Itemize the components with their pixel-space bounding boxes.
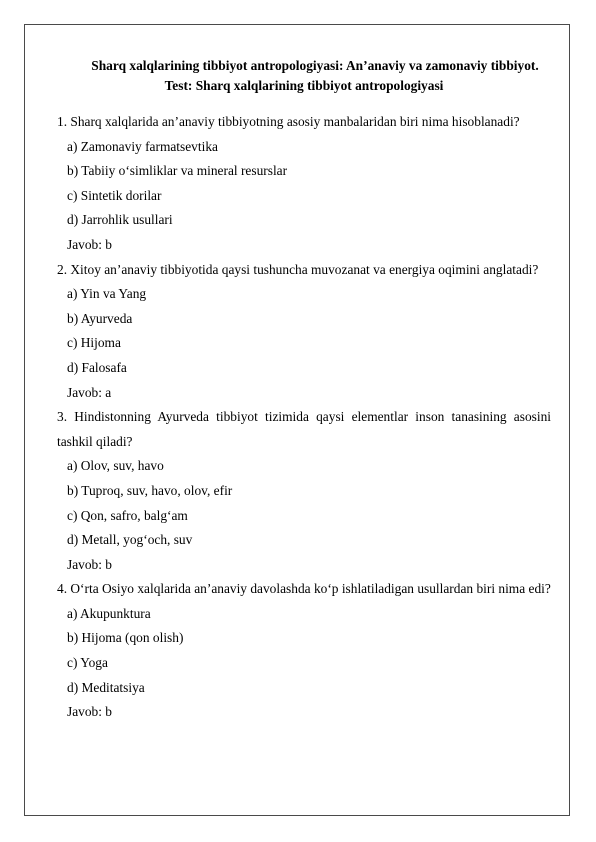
question-block-3 <box>57 405 551 577</box>
option-item: d) Falosafa <box>67 359 127 375</box>
option-item: c) Qon, safro, balg‘am <box>67 507 188 523</box>
answer-key: Javob: b <box>67 236 113 252</box>
option-item: a) Akupunktura <box>67 605 151 621</box>
options-list <box>57 602 551 700</box>
option-item: c) Sintetik dorilar <box>67 187 162 203</box>
options-list <box>57 454 551 552</box>
option-item: a) Yin va Yang <box>67 286 147 302</box>
options-list <box>57 282 551 380</box>
option-item: b) Tabiiy o‘simliklar va mineral resurslar <box>67 163 288 179</box>
option-item: d) Jarrohlik usullari <box>67 212 173 228</box>
question-text: 4. O‘rta Osiyo xalqlarida an’anaviy davolashda ko‘p ishlatiladigan usullardan biri nima edi? <box>57 581 551 597</box>
option-item: b) Ayurveda <box>67 310 133 326</box>
document-title: Sharq xalqlarining tibbiyot antropologiyasi: An’anaviy va zamonaviy tibbiyot. <box>91 58 539 73</box>
question-block-1 <box>57 110 551 258</box>
options-list <box>57 135 551 233</box>
option-item: b) Hijoma (qon olish) <box>67 630 184 646</box>
option-item: c) Yoga <box>67 655 108 671</box>
option-item: d) Metall, yog‘och, suv <box>67 532 193 548</box>
answer-key: Javob: a <box>67 384 112 400</box>
option-item: d) Meditatsiya <box>67 679 145 695</box>
question-text: 1. Sharq xalqlarida an’anaviy tibbiyotning asosiy manbalaridan biri nima hisoblanadi? <box>57 114 520 129</box>
question-block-4 <box>57 577 551 725</box>
answer-key: Javob: b <box>67 556 113 572</box>
option-item: a) Olov, suv, havo <box>67 458 164 474</box>
document-subtitle: Test: Sharq xalqlarining tibbiyot antropologiyasi <box>164 78 444 93</box>
option-item: a) Zamonaviy farmatsevtika <box>67 138 218 154</box>
question-text: 2. Xitoy an’anaviy tibbiyotida qaysi tushuncha muvozanat va energiya oqimini anglatadi? <box>57 261 539 277</box>
answer-key: Javob: b <box>67 704 113 720</box>
question-text: 3. Hindistonning Ayurveda tibbiyot tizimida qaysi elementlar inson tanasining asosini tashkil qiladi? <box>57 409 551 449</box>
option-item: b) Tuproq, suv, havo, olov, efir <box>67 482 233 498</box>
option-item: c) Hijoma <box>67 335 121 351</box>
document-body <box>57 56 551 725</box>
question-block-2 <box>57 258 551 406</box>
